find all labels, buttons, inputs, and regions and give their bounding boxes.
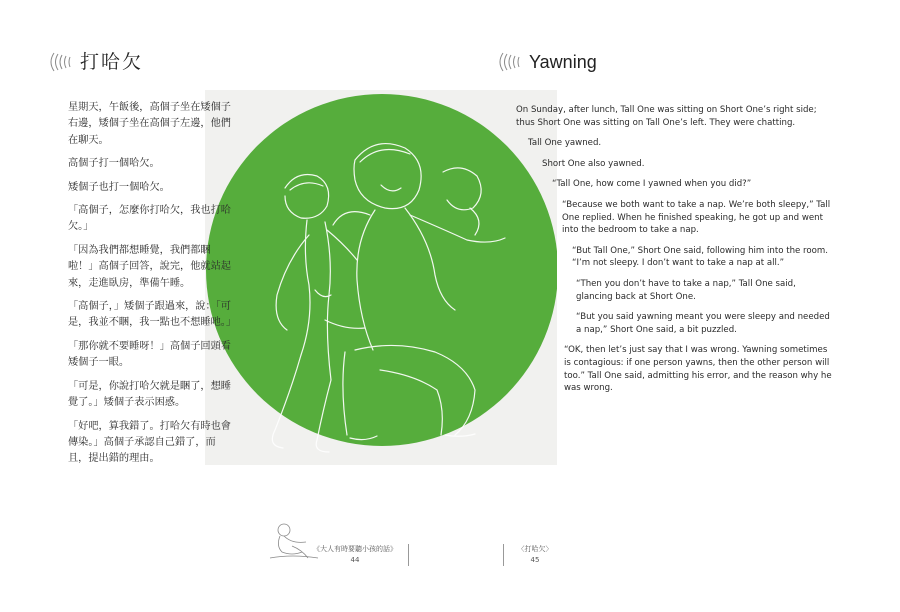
english-paragraph: “Then you don’t have to take a nap,” Tall One said, glancing back at Short One. (576, 278, 796, 302)
chinese-title-text: 打哈欠 (80, 51, 144, 73)
illustration (205, 90, 557, 465)
footer-book-title: 《大人有時要聽小孩的話》 (313, 545, 397, 553)
english-title-text: Yawning (529, 52, 597, 72)
sound-arcs-icon (497, 50, 523, 74)
chinese-title (48, 50, 143, 74)
english-paragraph: Tall One yawned. (528, 138, 602, 149)
english-paragraph: On Sunday, after lunch, Tall One was sitting on Short One’s right side; thus Short One was sitting on Tall One’s left. They were chatting. (516, 105, 817, 128)
chinese-paragraph: 「好吧，算我錯了。打哈欠有時也會傳染。」高個子承認自己錯了，而且，提出錯的理由。 (68, 420, 231, 465)
right-footer (505, 544, 565, 566)
chinese-paragraph: 矮個子也打一個哈欠。 (68, 181, 170, 193)
chinese-paragraph: 「可是，你說打哈欠就是睏了，想睡覺了。」矮個子表示困惑。 (68, 380, 231, 409)
chinese-paragraph: 「因為我們都想睡覺，我們都睏啦！」高個子回答，說完，他就站起來，走進臥房，準備午睡。 (68, 244, 231, 289)
english-paragraph: “Tall One, how come I yawned when you did?” (552, 179, 752, 190)
chinese-body (68, 100, 236, 475)
english-paragraph: “But you said yawning meant you were sleepy and needed a nap,” Short One said, a bit puzzled. (576, 312, 830, 335)
footer-story-title: 〈打哈欠〉 (517, 545, 553, 553)
english-body (516, 104, 834, 403)
green-circle-sketch (205, 90, 557, 465)
chinese-paragraph: 高個子打一個哈欠。 (68, 158, 160, 170)
chinese-paragraph: 「高個子，怎麼你打哈欠，我也打哈欠。」 (68, 205, 231, 233)
english-paragraph: “But Tall One,” Short One said, following him into the room. “I’m not sleepy. I don’t want to take a nap at all.” (572, 245, 829, 269)
chinese-paragraph: 「那你就不要睡呀！」高個子回頭看矮個子一眼。 (68, 340, 231, 369)
left-page-number: 44 (350, 556, 360, 564)
sound-arcs-icon (48, 50, 74, 74)
english-paragraph: “OK, then let’s just say that I was wrong. Yawning sometimes is contagious: if one person yawns, then the other person will too.” Tall One said, admitting his error, and the reason why he was wrong. (564, 345, 832, 394)
english-paragraph: Short One also yawned. (542, 158, 645, 169)
english-title (497, 50, 597, 74)
right-page-number: 45 (530, 556, 540, 564)
chinese-paragraph: 「高個子，」矮個子跟過來，說：「可是，我並不睏，我一點也不想睡吔。」 (68, 301, 237, 329)
left-footer (300, 544, 410, 566)
chinese-paragraph: 星期天，午飯後，高個子坐在矮個子右邊，矮個子坐在高個子左邊，他們在聊天。 (68, 102, 231, 146)
english-paragraph: “Because we both want to take a nap. We’re both sleepy,” Tall One replied. When he finished speaking, he got up and went into the bedroom to take a nap. (562, 199, 831, 236)
green-circle (206, 94, 557, 446)
